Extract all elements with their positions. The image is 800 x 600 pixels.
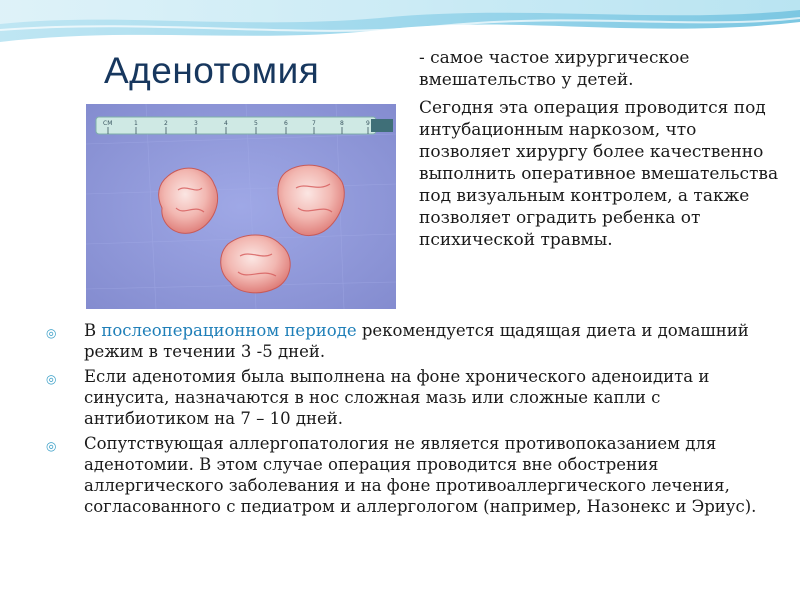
ruler-label: 6: [284, 120, 288, 127]
ruler-label: 5: [254, 120, 258, 127]
bullet-ring-icon: ◎: [46, 372, 57, 386]
highlighted-term: послеоперационном периоде: [101, 321, 357, 340]
description-block: [419, 47, 779, 251]
list-item: [46, 433, 762, 517]
ruler-label: 9: [366, 120, 370, 127]
bullet-text: Если аденотомия была выполнена на фоне хронического аденоидита и синусита, назначаются в нос сложная мазь или сложные капли с антибиотиком на 7 – 10 дней.: [84, 367, 710, 428]
ruler-label: CM: [103, 120, 113, 127]
bullet-ring-icon: ◎: [46, 439, 57, 453]
description-intro: - самое частое хирургическое вмешательство у детей.: [419, 48, 690, 90]
list-item: [46, 320, 762, 362]
ruler-label: 3: [194, 120, 198, 127]
ruler-label: 7: [312, 120, 316, 127]
list-item: [46, 366, 762, 429]
bullet-text-prefix: В: [84, 321, 102, 340]
ruler-label: 8: [340, 120, 344, 127]
adenoid-specimen-photo: [86, 104, 396, 309]
ruler-label: 2: [164, 120, 168, 127]
description-details: Сегодня эта операция проводится под интубационным наркозом, что позволяет хирургу более качественно выполнить оперативное вмешательства под визуальным контролем, а также позволяет оградить ребенка от психической травмы.: [419, 98, 779, 250]
ruler-label: 4: [224, 120, 228, 127]
slide-title: Аденотомия: [104, 50, 320, 91]
recommendations-list: [46, 320, 762, 521]
bullet-ring-icon: ◎: [46, 326, 57, 340]
ruler-label: 1: [134, 120, 138, 127]
bullet-text: Сопутствующая аллергопатология не является противопоказанием для аденотомии. В этом случае операция проводится вне обострения аллергического заболевания и на фоне противоаллергического лечения, согласованного с педиатром и аллергологом (например, Назонекс и Эриус).: [84, 434, 757, 516]
ruler: [96, 117, 393, 134]
bullet-text-suffix: рекомендуется щадящая диета и домашний режим в течении 3 -5 дней.: [84, 321, 749, 361]
specimen-bottom: [221, 235, 290, 293]
